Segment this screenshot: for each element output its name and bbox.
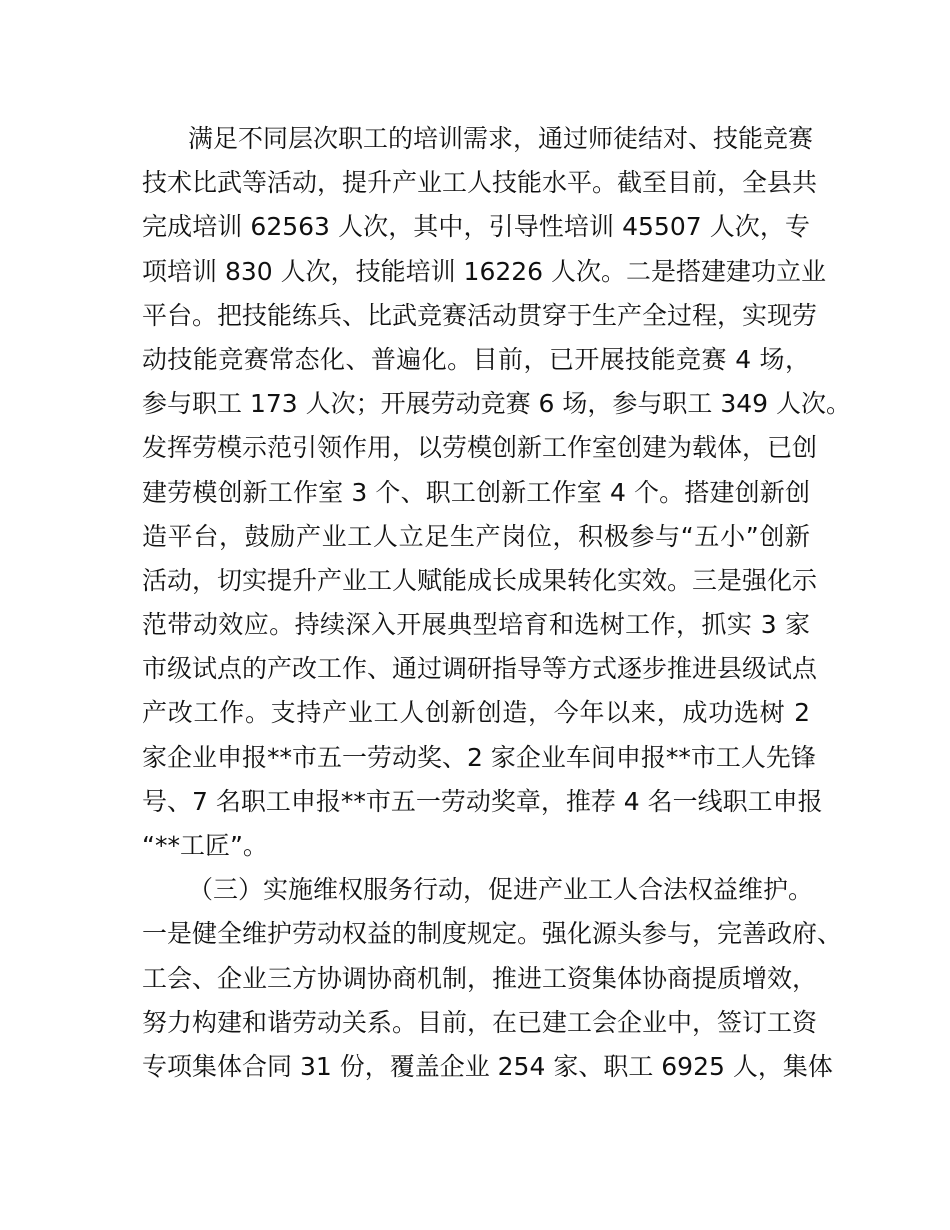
text-line: 产改工作。支持产业工人创新创造，今年以来，成功选树 2 — [142, 698, 810, 728]
text-line: 一是健全维护劳动权益的制度规定。强化源头参与，完善政府、 — [142, 919, 843, 949]
text-line: 技术比武等活动，提升产业工人技能水平。截至目前，全县共 — [142, 168, 818, 198]
text-line: 项培训 830 人次，技能培训 16226 人次。二是搭建建功立业 — [142, 256, 827, 286]
section-heading-line: （三）实施维权服务行动，促进产业工人合法权益维护。 — [188, 875, 814, 905]
text-line: 发挥劳模示范引领作用，以劳模创新工作室创建为载体，已创 — [142, 433, 818, 463]
text-line: 活动，切实提升产业工人赋能成长成果转化实效。三是强化示 — [142, 565, 818, 595]
text-line: 家企业申报**市五一劳动奖、2 家企业车间申报**市工人先锋 — [142, 742, 816, 772]
text-line: 努力构建和谐劳动关系。目前，在已建工会企业中，签订工资 — [142, 1007, 818, 1037]
text-line: 工会、企业三方协调协商机制，推进工资集体协商提质增效， — [142, 963, 818, 993]
text-line: 完成培训 62563 人次，其中，引导性培训 45507 人次，专 — [142, 212, 810, 242]
text-line: “**工匠”。 — [142, 831, 268, 860]
text-line: 建劳模创新工作室 3 个、职工创新工作室 4 个。搭建创新创 — [142, 477, 810, 507]
paragraph-2 — [142, 868, 843, 1089]
text-line: 范带动效应。持续深入开展典型培育和选树工作，抓实 3 家 — [142, 610, 810, 640]
text-line: 参与职工 173 人次；开展劳动竞赛 6 场，参与职工 349 人次。 — [142, 389, 852, 419]
text-line: 造平台，鼓励产业工人立足生产岗位，积极参与“五小”创新 — [142, 521, 810, 551]
text-line: 动技能竞赛常态化、普遍化。目前，已开展技能竞赛 4 场， — [142, 344, 810, 374]
document-body — [142, 117, 852, 1089]
text-line: 满足不同层次职工的培训需求，通过师徒结对、技能竞赛 — [188, 124, 814, 153]
text-line: 平台。把技能练兵、比武竞赛活动贯穿于生产全过程，实现劳 — [142, 300, 818, 330]
paragraph-1 — [142, 117, 852, 868]
text-line: 号、7 名职工申报**市五一劳动奖章，推荐 4 名一线职工申报 — [142, 786, 823, 816]
text-line: 市级试点的产改工作、通过调研指导等方式逐步推进县级试点 — [142, 654, 818, 684]
text-line: 专项集体合同 31 份，覆盖企业 254 家、职工 6925 人，集体 — [142, 1051, 833, 1081]
